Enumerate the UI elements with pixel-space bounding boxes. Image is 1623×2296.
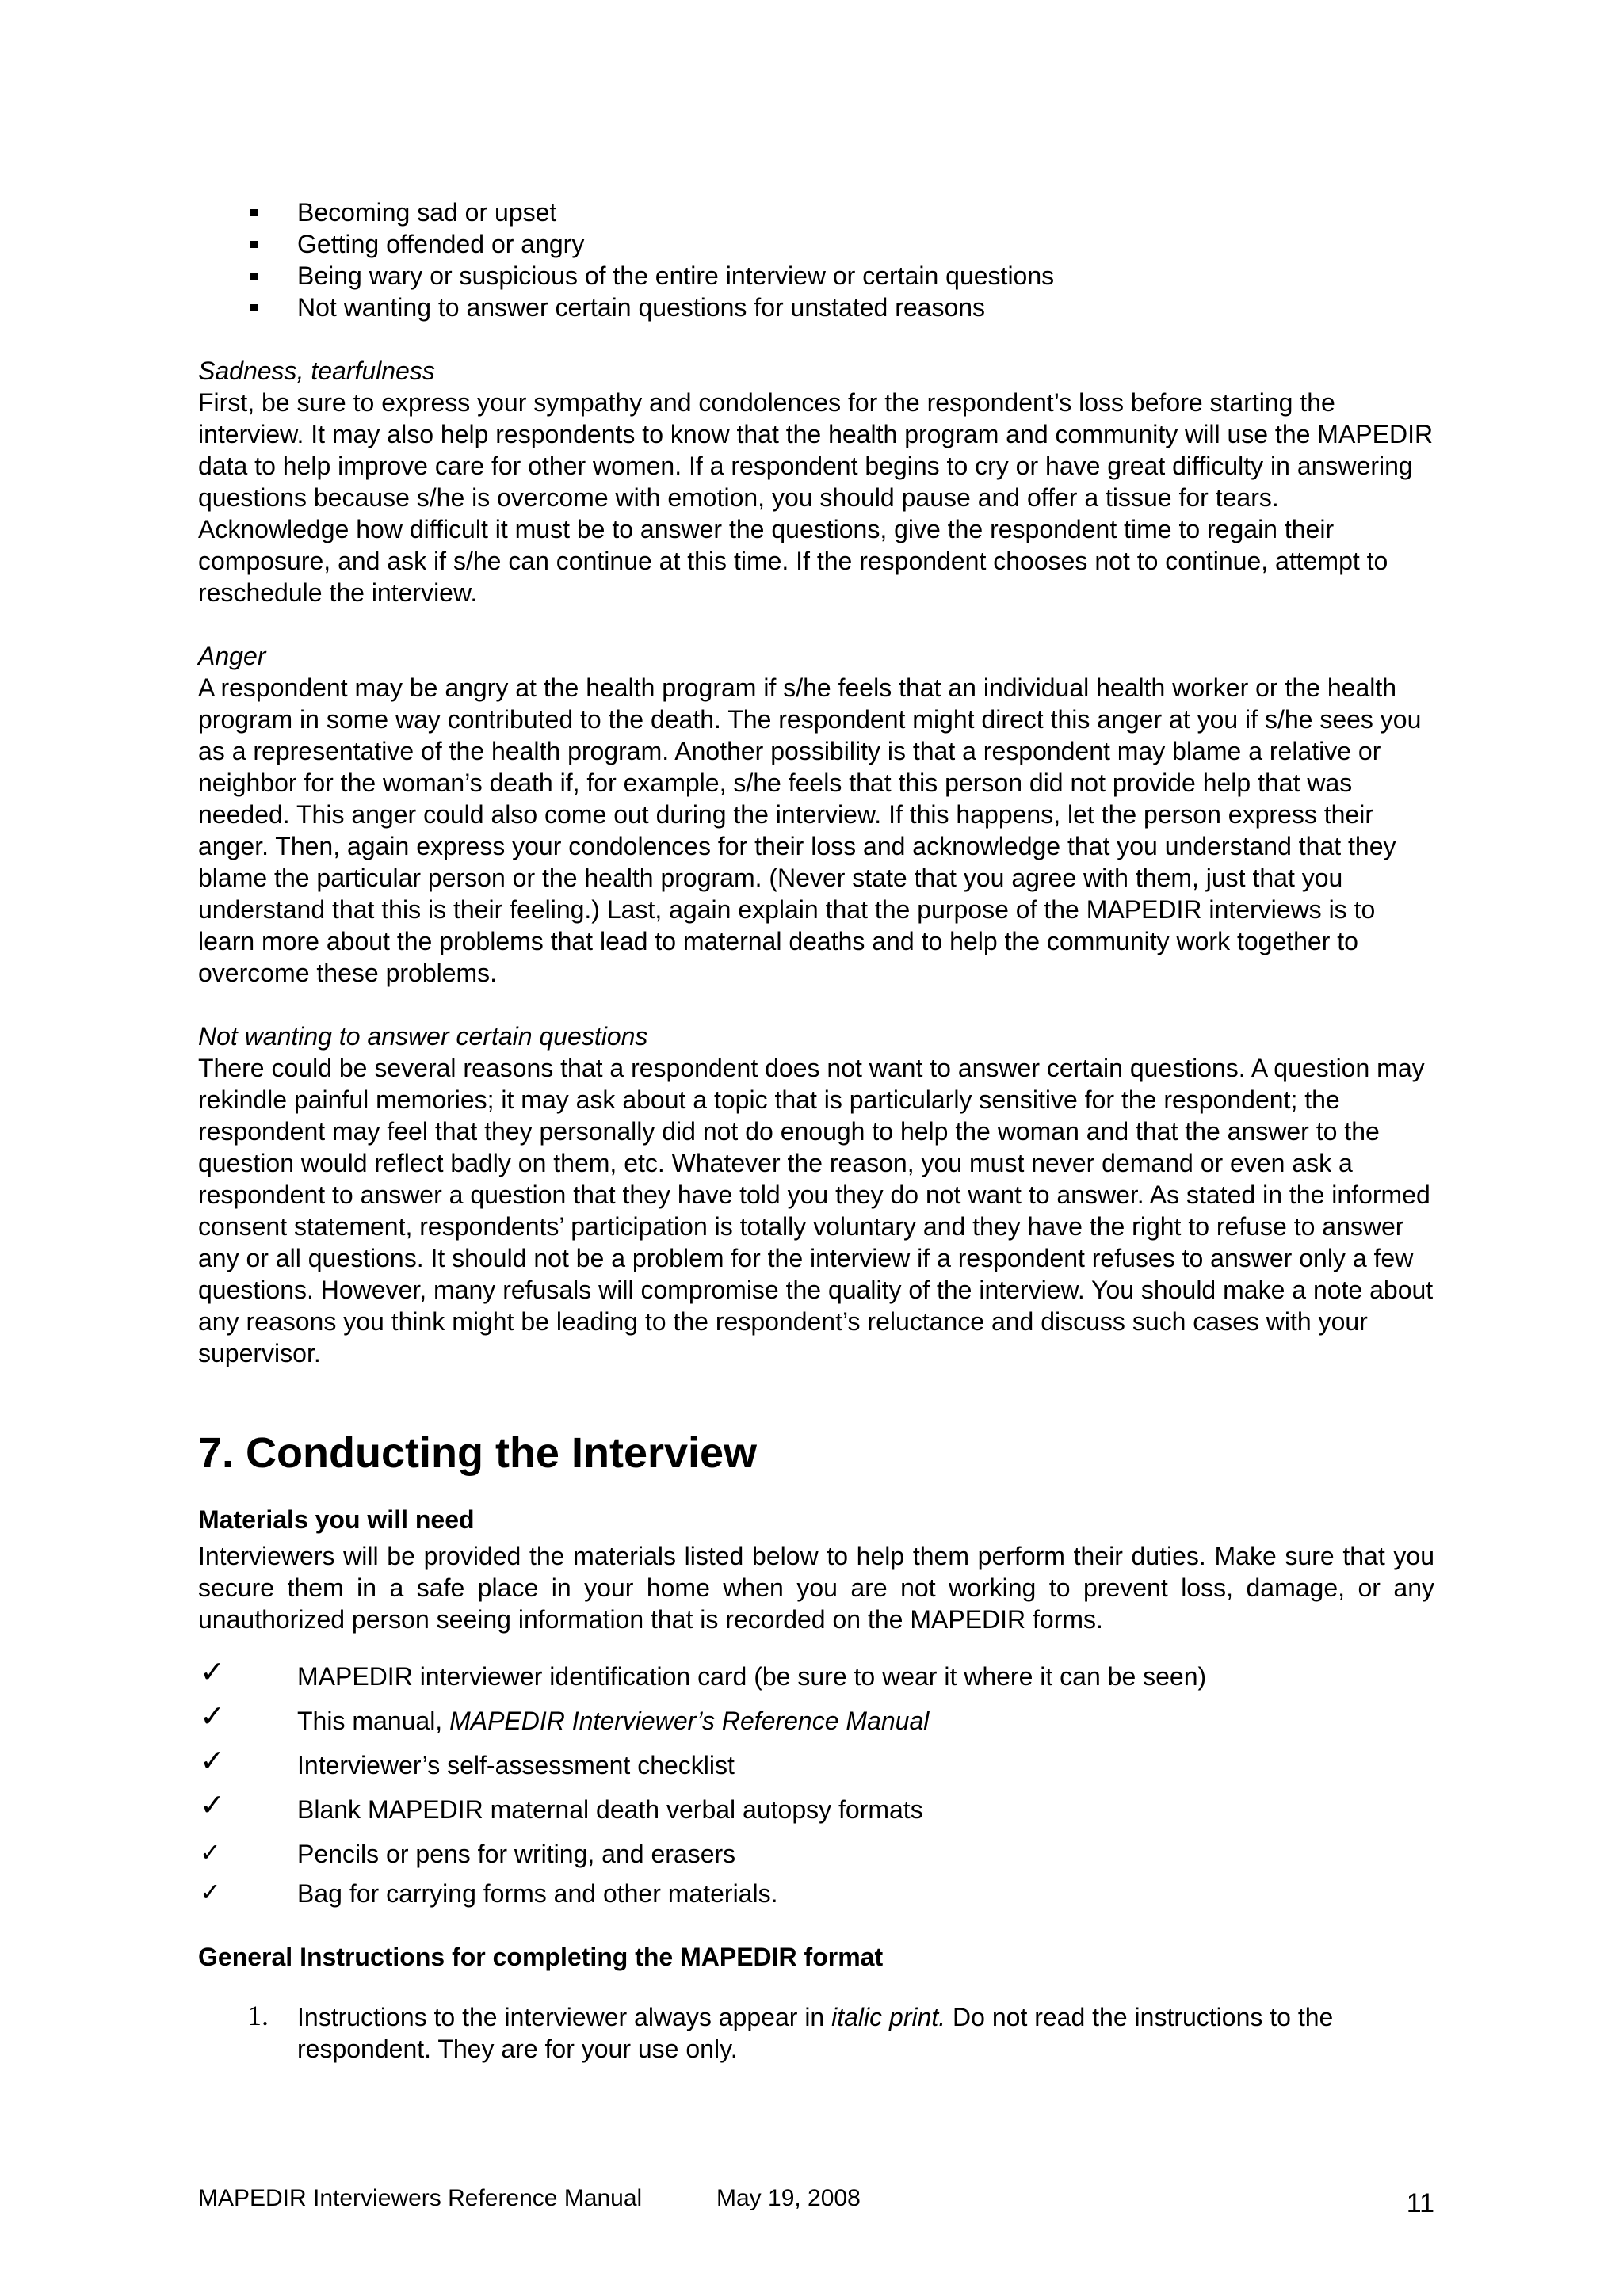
list-item-text: Blank MAPEDIR maternal death verbal autopsy formats <box>297 1795 923 1824</box>
list-item <box>198 292 1434 323</box>
list-item-text: Bag for carrying forms and other materials. <box>297 1879 778 1908</box>
square-bullet-icon <box>250 273 258 280</box>
square-bullet-icon <box>250 304 258 311</box>
checkmark-icon: ✓ <box>200 1877 221 1907</box>
list-item <box>198 1838 1434 1870</box>
anger-body: A respondent may be angry at the health program if s/he feels that an individual health worker or the health program in some way contributed to the death. The respondent might direct this anger at you if s/he sees you as a representative of the health program. Another possibility is that a respondent may blame a relative or neighbor for the woman’s death if, for example, s/he feels that this person did not provide help that was needed. This anger could also come out during the interview. If this happens, let the person express their anger. Then, again express your condolences for their loss and acknowledge that you understand that they blame the particular person or the health program. (Never state that you agree with them, just that you understand that this is their feeling.) Last, again explain that the purpose of the MAPEDIR interviews is to learn more about the problems that lead to maternal deaths and to help the community work together to overcome these problems. <box>198 673 1422 987</box>
section-heading: 7. Conducting the Interview <box>198 1429 758 1477</box>
anger-title: Anger <box>198 642 266 670</box>
instruction-text-italic: italic print. <box>831 2003 946 2031</box>
list-item <box>198 228 1434 260</box>
footer-date: May 19, 2008 <box>716 2185 861 2211</box>
sadness-title: Sadness, tearfulness <box>198 357 435 385</box>
document-page <box>198 196 1434 2065</box>
list-item <box>198 260 1434 292</box>
list-item <box>198 1654 1434 1692</box>
square-bullet-icon <box>250 241 258 248</box>
instruction-text-after: Do not read the instructions to the respondent. They are for your use only. <box>297 2003 1334 2063</box>
list-item-text: Pencils or pens for writing, and erasers <box>297 1840 736 1868</box>
list-item <box>198 2001 1434 2065</box>
list-item-text: This manual, <box>297 1707 450 1735</box>
checkmark-icon: ✓ <box>200 1654 225 1689</box>
sadness-body: First, be sure to express your sympathy and condolences for the respondent’s loss before starting the interview. It may also help respondents to know that the health program and community will use the MAPEDIR data to help improve care for other women. If a respondent begins to cry or have great difficulty in answering questions because s/he is overcome with emotion, you should pause and offer a tissue for tears. Acknowledge how difficult it must be to answer the questions, give the respondent time to regain their composure, and ask if s/he can continue at this time. If the respondent chooses not to continue, attempt to reschedule the interview. <box>198 388 1434 607</box>
not-wanting-body: There could be several reasons that a respondent does not want to answer certain questions. A question may rekindle painful memories; it may ask about a topic that is particularly sensitive for the respondent; the respondent may feel that they personally did not do enough to help the woman and that the answer to the question would reflect badly on them, etc. Whatever the reason, you must never demand or even ask a respondent to answer a question that they have told you they do not want to answer. As stated in the informed consent statement, respondents’ participation is totally voluntary and they have the right to refuse to answer any or all questions. It should not be a problem for the interview if a respondent refuses to answer only a few questions. However, many refusals will compromise the quality of the interview. You should make a note about any reasons you think might be leading to the respondent’s reluctance and discuss such cases with your supervisor. <box>198 1054 1434 1367</box>
materials-checklist <box>198 1654 1434 1909</box>
list-item <box>198 1699 1434 1737</box>
top-bullet-list <box>198 196 1434 323</box>
list-item-text: Being wary or suspicious of the entire interview or certain questions <box>297 261 1055 290</box>
list-item <box>198 1787 1434 1825</box>
checkmark-icon: ✓ <box>200 1787 225 1822</box>
materials-intro: Interviewers will be provided the materials listed below to help them perform their duties. Make sure that you secure them in a safe place in your home when you are not working to prevent loss, damage, or any unauthorized person seeing information that is recorded on the MAPEDIR forms. <box>198 1542 1434 1634</box>
page-number: 11 <box>1406 2188 1434 2218</box>
checkmark-icon: ✓ <box>200 1743 225 1778</box>
checkmark-icon: ✓ <box>200 1837 221 1867</box>
list-item-text: Becoming sad or upset <box>297 198 557 227</box>
instruction-text-before: Instructions to the interviewer always appear in <box>297 2003 832 2031</box>
list-number: 1. <box>247 2000 269 2031</box>
list-item-text: MAPEDIR interviewer identification card (be sure to wear it where it can be seen) <box>297 1662 1207 1691</box>
list-item-text: Not wanting to answer certain questions for unstated reasons <box>297 293 986 322</box>
footer-doc-title: MAPEDIR Interviewers Reference Manual <box>198 2185 643 2211</box>
list-item-text: Interviewer’s self-assessment checklist <box>297 1751 735 1779</box>
list-item-text: Getting offended or angry <box>297 230 585 258</box>
anger-section <box>198 640 1434 989</box>
list-item <box>198 1743 1434 1781</box>
general-instructions-title: General Instructions for completing the MAPEDIR format <box>198 1943 884 1971</box>
list-item <box>198 1878 1434 1909</box>
square-bullet-icon <box>250 209 258 216</box>
manual-title-italic: MAPEDIR Interviewer’s Reference Manual <box>449 1707 930 1735</box>
not-wanting-section <box>198 1020 1434 1369</box>
materials-title: Materials you will need <box>198 1505 475 1534</box>
checkmark-icon: ✓ <box>200 1699 225 1733</box>
sadness-section <box>198 355 1434 608</box>
instructions-list <box>198 2001 1434 2065</box>
list-item <box>198 196 1434 228</box>
not-wanting-title: Not wanting to answer certain questions <box>198 1022 648 1051</box>
